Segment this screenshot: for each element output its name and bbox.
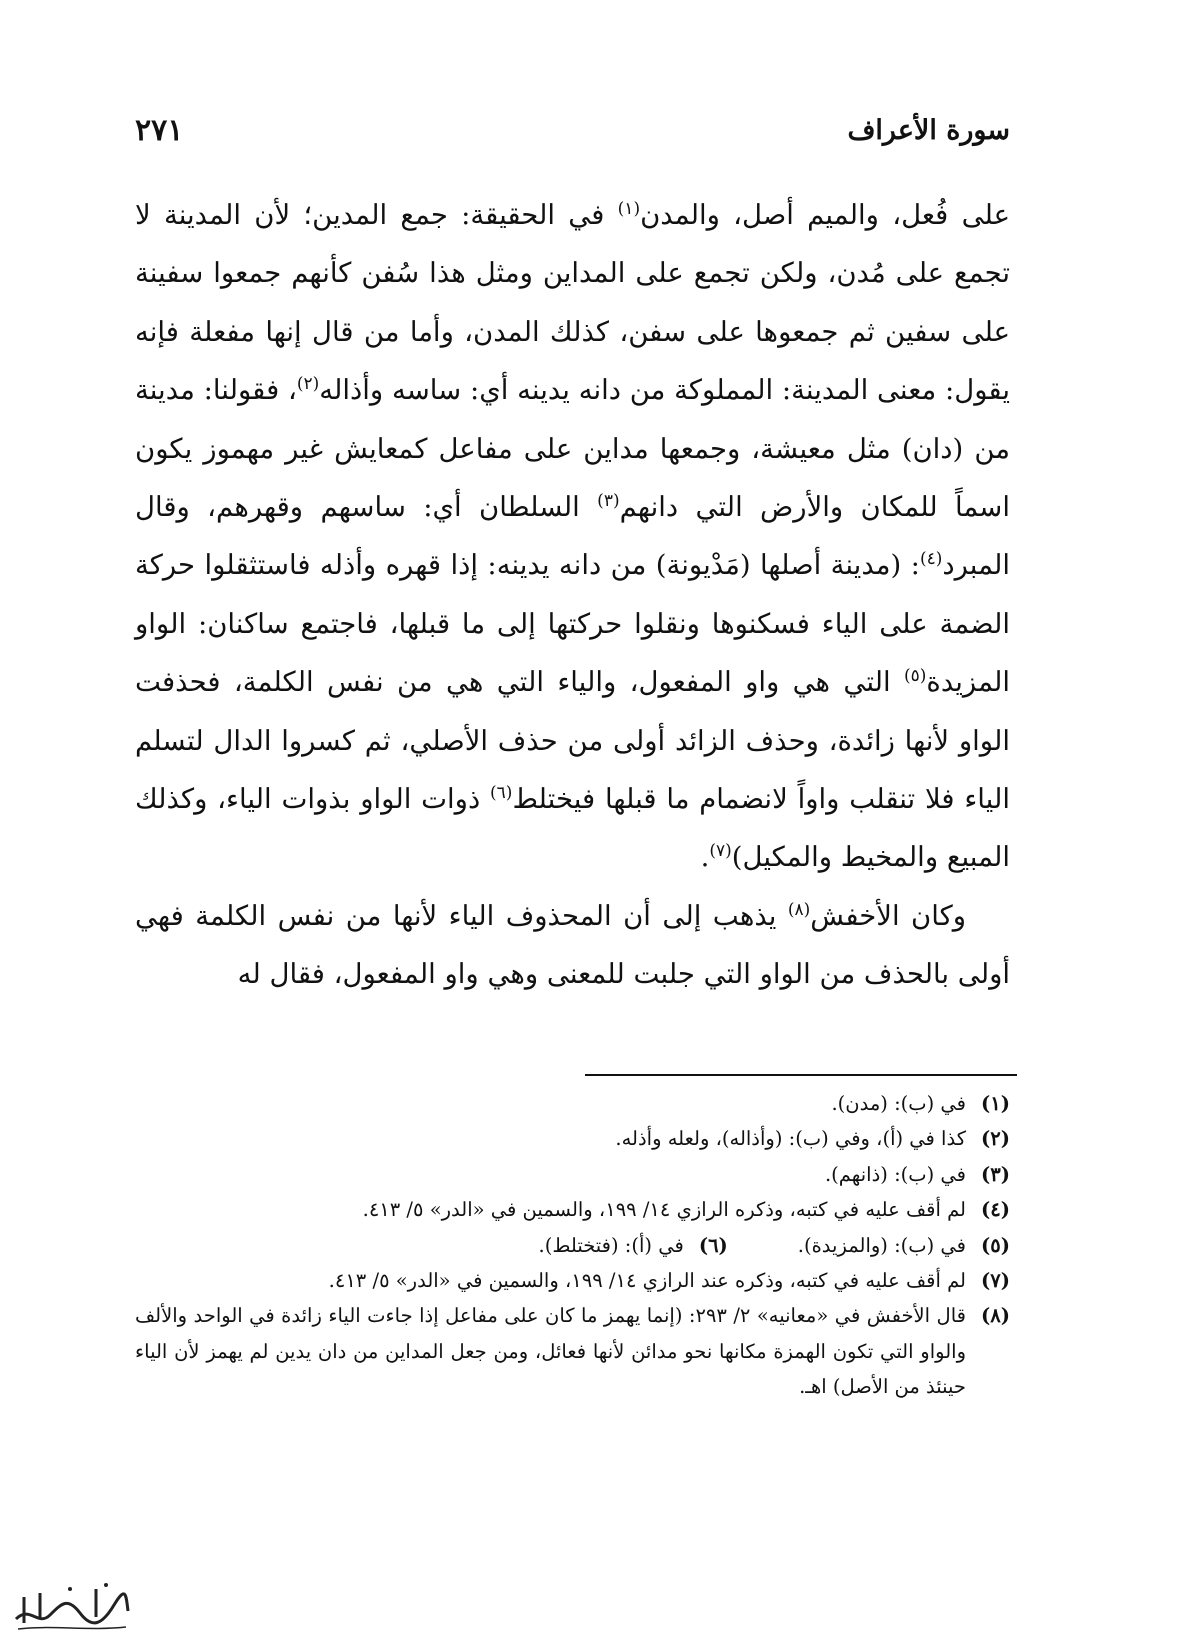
surah-title: سورة الأعراف xyxy=(847,114,1010,146)
text-run: على فُعل، والميم أصل، والمدن xyxy=(640,199,1011,231)
text-run: في الحقيقة: جمع المدين؛ لأن المدينة لا تجمع على مُدن، ولكن تجمع على المداين ومثل هذا سُفن كأنهم جمعوا سفينة على سفين ثم جمعوها على سفن، كذلك المدن، وأما من قال إنها مفعلة فإنه يقول: معنى المدينة: المملوكة من دانه يدينه أي: ساسه وأذاله xyxy=(135,199,1010,407)
paragraph-2 xyxy=(135,887,1010,1004)
footnote-text: لم أقف عليه في كتبه، وذكره الرازي ١٤/ ١٩٩، والسمين في «الدر» ٥/ ٤١٣. xyxy=(362,1198,966,1222)
text-run: يذهب إلى أن المحذوف الياء لأنها من نفس الكلمة فهي أولى بالحذف من الواو التي جلبت للمعنى وهي واو المفعول، فقال له xyxy=(135,899,1010,991)
footnote-ref: (٥) xyxy=(903,666,927,687)
publisher-logo-icon xyxy=(10,1575,132,1635)
footnote-ref: (٧) xyxy=(709,841,732,862)
text-run: وكان الأخفش xyxy=(810,899,966,932)
footnote-text: قال الأخفش في «معانيه» ٢/ ٢٩٣: (إنما يهمز ما كان على مفاعل إذا جاءت الياء زائدة في الواحد والألف والواو التي تكون الهمزة مكانها نحو مدائن لأنها فعائل، ومن جعل المداين من دان يدين لم يهمز لأن الياء حينئذ من الأصل) اهـ. xyxy=(135,1304,966,1399)
footnote-number: (٥) xyxy=(981,1233,1010,1257)
footnote-divider xyxy=(585,1074,1017,1076)
text-run: السلطان أي: ساسهم وقهرهم، وقال المبرد xyxy=(135,491,1010,582)
text-run: ذوات الواو بذوات الياء، وكذلك المبيع والمخيط والمكيل) xyxy=(135,783,1010,874)
footnote-item xyxy=(135,1298,1010,1404)
footnote-item xyxy=(135,1157,1010,1192)
footnote-number: (١) xyxy=(981,1092,1010,1115)
footnote-ref: (٨) xyxy=(787,899,811,920)
footnote-item xyxy=(135,1263,1010,1298)
text-run: ، فقولنا: مدينة من (دان) مثل معيشة، وجمعها مداين على مفاعل كمعايش غير مهموز يكون اسماً للمكان والأرض التي دانهم xyxy=(135,374,1010,524)
footnote-item xyxy=(135,1086,1010,1121)
footnote-number: (٧) xyxy=(981,1269,1010,1293)
footnote-number: (٢) xyxy=(981,1127,1010,1151)
footnote-number: (٣) xyxy=(981,1162,1010,1186)
footnote-item xyxy=(135,1192,1010,1227)
footnote-ref: (٣) xyxy=(597,490,620,511)
footnote-text: في (أ): (فتختلط). xyxy=(538,1233,684,1257)
text-run: التي هي واو المفعول، والياء التي هي من نفس الكلمة، فحذفت الواو لأنها زائدة، وحذف الزائد أولى من حذف الأصلي، ثم كسروا الدال لتسلم الياء فلا تنقلب واواً لانضمام ما قبلها فيختلط xyxy=(135,666,1010,816)
footnotes xyxy=(135,1086,1010,1405)
footnote-text: لم أقف عليه في كتبه، وذكره عند الرازي ١٤/ ١٩٩، والسمين في «الدر» ٥/ ٤١٣. xyxy=(328,1269,966,1293)
footnote-item xyxy=(135,1228,1010,1263)
text-run: : (مدينة أصلها (مَدْيونة) من دانه يدينه: إذا قهره وأذله فاستثقلوا حركة الضمة على الياء فسكنوها ونقلوا حركتها إلى ما قبلها، فاجتمع ساكنان: الواو المزيدة xyxy=(135,549,1010,699)
footnote-number: (٦) xyxy=(698,1233,728,1257)
paragraph-1 xyxy=(135,186,1010,887)
footnote-ref: (٢) xyxy=(296,374,320,395)
footnote-ref: (٦) xyxy=(490,782,513,803)
footnote-ref: (٤) xyxy=(919,549,943,570)
text-run: . xyxy=(700,841,710,874)
footnote-ref: (١) xyxy=(617,198,641,219)
footnote-item xyxy=(135,1121,1010,1156)
page-number: ٢٧١ xyxy=(135,112,184,148)
footnote-text: كذا في (أ)، وفي (ب): (وأذاله)، ولعله وأذله. xyxy=(615,1127,966,1151)
footnote-text: في (ب): (مدن). xyxy=(831,1092,966,1115)
page-header xyxy=(135,105,1010,155)
footnote-number: (٨) xyxy=(981,1304,1010,1328)
footnote-number: (٤) xyxy=(981,1198,1010,1222)
main-text xyxy=(135,186,1010,1004)
footnote-text: في (ب): (ذانهم). xyxy=(824,1162,966,1186)
footnote-text: في (ب): (والمزيدة). xyxy=(797,1233,966,1257)
